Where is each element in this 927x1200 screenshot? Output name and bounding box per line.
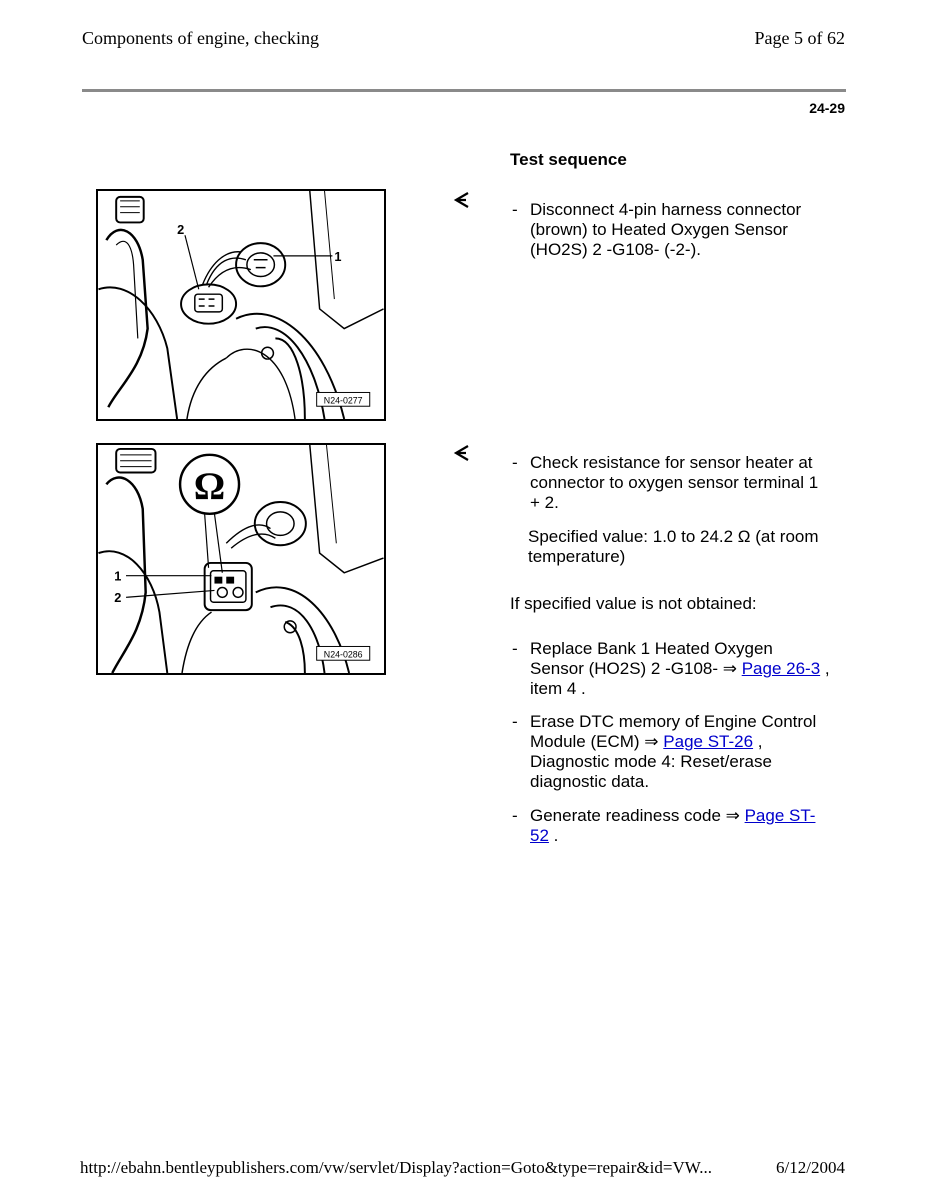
specified-value: Specified value: 1.0 to 24.2 Ω (at room temperature)	[528, 527, 819, 566]
list-dash: -	[512, 453, 518, 472]
step-text: Erase DTC memory of Engine Control Module (ECM) ⇒	[530, 712, 817, 751]
arrow-pointer-icon	[452, 444, 472, 462]
section-heading: Test sequence	[510, 150, 627, 169]
header-divider	[82, 89, 846, 92]
step-text-suffix: , item 4 .	[530, 659, 830, 698]
list-dash: -	[512, 639, 518, 658]
callout-1: 1	[334, 248, 342, 264]
callout-1: 1	[114, 568, 122, 584]
step-disconnect-connector	[510, 200, 830, 260]
ohm-symbol: Ω	[193, 464, 226, 509]
arrow-pointer-icon	[452, 191, 472, 209]
callout-2: 2	[114, 590, 122, 606]
footer-date: 6/12/2004	[776, 1158, 845, 1177]
step-text-suffix: .	[548, 826, 559, 845]
list-dash: -	[512, 200, 518, 219]
footer-url: http://ebahn.bentleypublishers.com/vw/servlet/Display?action=Goto&type=repair&id=VW...	[80, 1158, 712, 1177]
figure-label: N24-0286	[323, 649, 363, 660]
document-title: Components of engine, checking	[82, 28, 319, 48]
step-text: Replace Bank 1 Heated Oxygen Sensor (HO2S) 2 -G108- ⇒	[530, 639, 773, 678]
list-dash: -	[512, 712, 518, 731]
figure-label: N24-0277	[323, 395, 363, 406]
step-text: Disconnect 4-pin harness connector (brown) to Heated Oxygen Sensor (HO2S) 2 -G108- (-2-).	[530, 200, 802, 259]
page-link-st-26[interactable]: Page ST-26	[663, 732, 754, 751]
step-text: Check resistance for sensor heater at connector to oxygen sensor terminal 1 + 2.	[530, 453, 819, 512]
figure-resistance-check	[96, 443, 386, 675]
list-dash: -	[512, 806, 518, 825]
page-link-st-52[interactable]: Page ST-52	[530, 806, 816, 845]
step-replace-sensor	[510, 639, 830, 699]
step-check-resistance	[510, 453, 830, 567]
step-text: Generate readiness code ⇒	[530, 806, 745, 825]
page-link-26-3[interactable]: Page 26-3	[741, 659, 821, 678]
step-erase-dtc	[510, 712, 830, 792]
figure-connector-disconnect	[96, 189, 386, 421]
step-text-suffix: , Diagnostic mode 4: Reset/erase diagnostic data.	[530, 732, 772, 791]
callout-2: 2	[177, 222, 185, 238]
step-readiness-code	[510, 806, 830, 846]
page-number: Page 5 of 62	[754, 28, 845, 48]
not-obtained-note: If specified value is not obtained:	[510, 594, 757, 613]
section-number: 24-29	[809, 100, 845, 116]
engine-illustration-1	[98, 191, 384, 419]
engine-illustration-2	[98, 445, 384, 673]
